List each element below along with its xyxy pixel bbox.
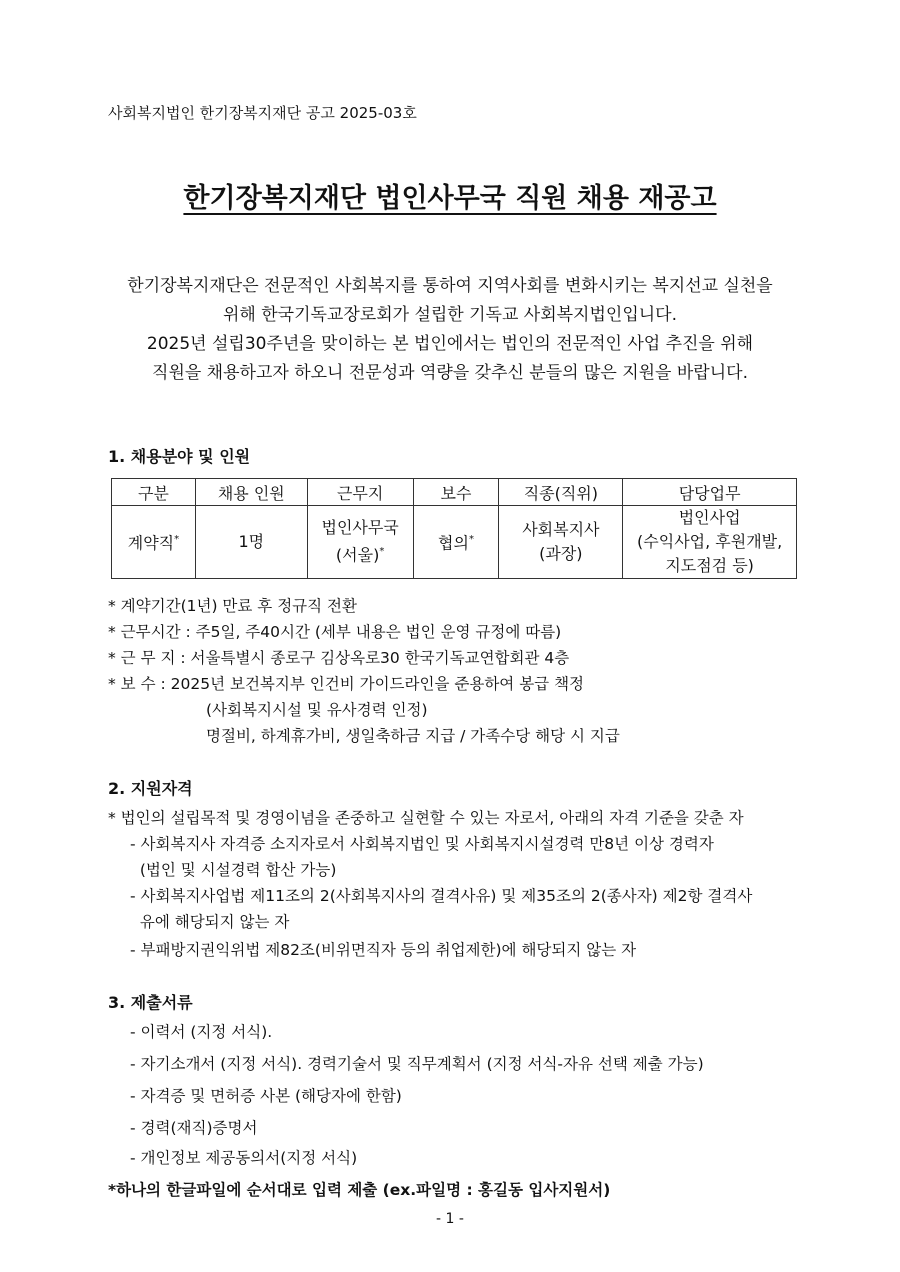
footnote-mark: * <box>468 534 474 546</box>
table-header-row <box>112 479 797 506</box>
recruitment-table <box>111 478 797 579</box>
section2-heading: 2. 지원자격 <box>108 779 193 798</box>
duty-line: 지도점검 등) <box>665 556 754 575</box>
qualification-item: (법인 및 시설경력 합산 가능) <box>130 861 337 879</box>
table-header-cell: 직종(직위) <box>499 479 623 506</box>
intro-paragraph <box>60 272 840 388</box>
job-line: 사회복지사 <box>522 520 600 539</box>
type-value: 계약직 <box>127 533 175 553</box>
duty-line: 법인사업 <box>678 508 741 527</box>
location-sub: (서울) <box>335 545 380 565</box>
cell-pay <box>413 506 499 579</box>
table-header-cell: 근무지 <box>307 479 413 506</box>
cell-location <box>307 506 413 579</box>
section1-heading: 1. 채용분야 및 인원 <box>108 447 251 466</box>
intro-line: 한기장복지재단은 전문적인 사회복지를 통하여 지역사회를 변화시키는 복지선교 실천을 <box>127 276 773 296</box>
document-item: - 이력서 (지정 서식). <box>130 1023 273 1041</box>
qualification-lead: * 법인의 설립목적 및 경영이념을 존중하고 실현할 수 있는 자로서, 아래의 자격 기준을 갖춘 자 <box>108 809 744 827</box>
table-header-cell: 구분 <box>112 479 196 506</box>
footnote-mark: * <box>379 546 385 558</box>
cell-type <box>112 506 196 579</box>
qualification-item: - 사회복지사업법 제11조의 2(사회복지사의 결격사유) 및 제35조의 2(종사자) 제2항 결격사 <box>130 887 753 905</box>
cell-duty <box>623 506 797 579</box>
table-header-cell: 채용 인원 <box>195 479 307 506</box>
intro-line: 위해 한국기독교장로회가 설립한 기독교 사회복지법인입니다. <box>223 305 677 325</box>
document-item: - 자기소개서 (지정 서식). 경력기술서 및 직무계획서 (지정 서식-자유 선택 제출 가능) <box>130 1055 704 1073</box>
document-item: - 자격증 및 면허증 사본 (해당자에 한함) <box>130 1087 402 1105</box>
cell-job <box>499 506 623 579</box>
note-item: * 근무시간 : 주5일, 주40시간 (세부 내용은 법인 운영 규정에 따름) <box>108 623 562 641</box>
pay-value: 협의 <box>438 533 469 553</box>
section3-heading: 3. 제출서류 <box>108 993 193 1012</box>
location-line: 법인사무국 <box>321 518 399 538</box>
table-header-cell: 보수 <box>413 479 499 506</box>
job-line: (과장) <box>539 544 583 563</box>
table-row <box>112 506 797 579</box>
intro-line: 2025년 설립30주년을 맞이하는 본 법인에서는 법인의 전문적인 사업 추진을 위해 <box>146 334 754 354</box>
note-item: * 근 무 지 : 서울특별시 종로구 김상옥로30 한국기독교연합회관 4층 <box>108 649 570 667</box>
qualification-item: - 부패방지권익위법 제82조(비위면직자 등의 취업제한)에 해당되지 않는 자 <box>130 941 637 959</box>
page-number: - 1 - <box>436 1211 464 1227</box>
note-item: * 계약기간(1년) 만료 후 정규직 전환 <box>108 597 357 615</box>
location-line <box>308 540 413 567</box>
footnote-mark: * <box>174 534 180 546</box>
qualification-item: 유에 해당되지 않는 자 <box>130 913 290 931</box>
document-item: - 경력(재직)증명서 <box>130 1119 258 1137</box>
document-item: - 개인정보 제공동의서(지정 서식) <box>130 1149 358 1167</box>
table-header-cell: 담당업무 <box>623 479 797 506</box>
qualification-item: - 사회복지사 자격증 소지자로서 사회복지법인 및 사회복지시설경력 만8년 이상 경력자 <box>130 835 714 853</box>
pay-detail: 명절비, 하계휴가비, 생일축하금 지급 / 가족수당 해당 시 지급 <box>206 727 620 745</box>
notice-number: 사회복지법인 한기장복지재단 공고 2025-03호 <box>108 104 417 122</box>
page-title: 한기장복지재단 법인사무국 직원 채용 재공고 <box>183 183 717 214</box>
duty-line: (수익사업, 후원개발, <box>637 532 783 551</box>
pay-detail: (사회복지시설 및 유사경력 인정) <box>206 701 428 719</box>
cell-count: 1명 <box>195 506 307 579</box>
note-item: * 보 수 : 2025년 보건복지부 인건비 가이드라인을 준용하여 봉급 책정 <box>108 675 585 693</box>
intro-line: 직원을 채용하고자 하오니 전문성과 역량을 갖추신 분들의 많은 지원을 바랍니다. <box>152 363 748 383</box>
submission-note: *하나의 한글파일에 순서대로 입력 제출 (ex.파일명 : 홍길동 입사지원서) <box>108 1181 611 1199</box>
